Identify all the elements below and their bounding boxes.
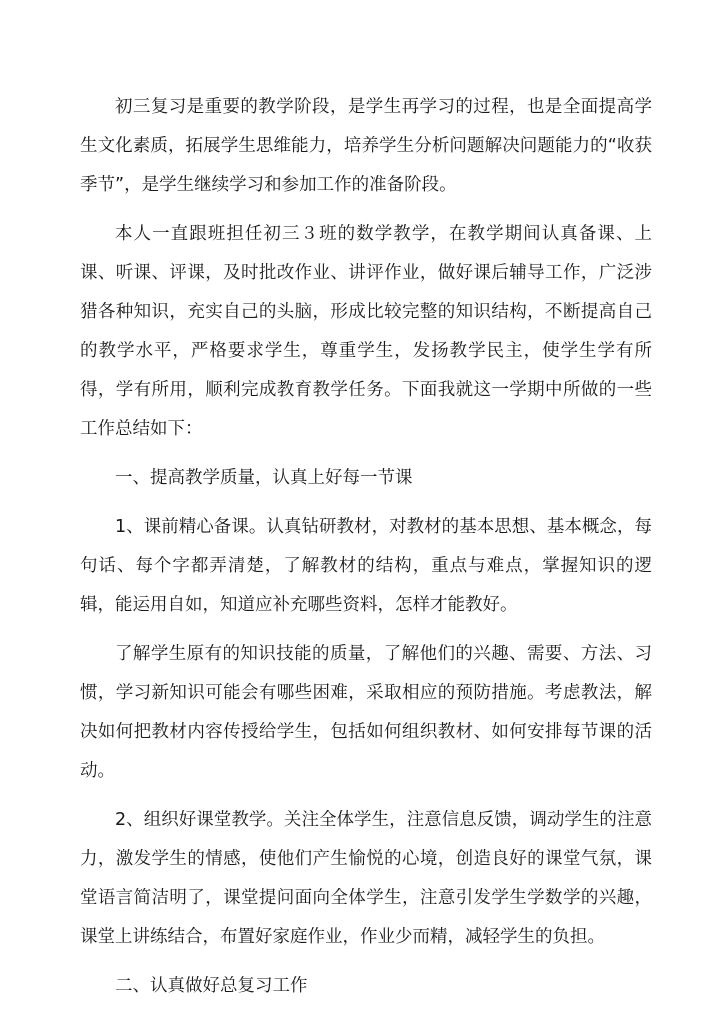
paragraph-student-knowledge: 了解学生原有的知识技能的质量，了解他们的兴趣、需要、方法、习惯，学习新知识可能会有哪些困难，采取相应的预防措施。考虑教法，解决如何把教材内容传授给学生，包括如何组织教材、如何安排每节课的活动。 (80, 644, 652, 781)
section-heading-2: 二、认真做好总复习工作 (115, 976, 308, 996)
paragraph-classroom-teaching: 2、组织好课堂教学。关注全体学生，注意信息反馈，调动学生的注意力，激发学生的情感，使他们产生愉悦的心境，创造良好的课堂气氛，课堂语言简洁明了，课堂提问面向全体学生，注意引发学生学数学的兴趣，课堂上讲练结合，布置好家庭作业，作业少而精，减轻学生的负担。 (80, 810, 652, 947)
paragraph-teaching-overview: 本人一直跟班担任初三３班的数学教学，在教学期间认真备课、上课、听课、评课，及时批改作业、讲评作业，做好课后辅导工作，广泛涉猎各种知识，充实自己的头脑，形成比较完整的知识结构，不断提高自己的教学水平，严格要求学生，尊重学生，发扬教学民主，使学生学有所得，学有所用，顺利完成教育教学任务。下面我就这一学期中所做的一些工作总结如下： (80, 224, 652, 439)
section-heading-1: 一、提高教学质量，认真上好每一节课 (115, 468, 413, 488)
paragraph-intro: 初三复习是重要的教学阶段，是学生再学习的过程，也是全面提高学生文化素质，拓展学生思维能力，培养学生分析问题解决问题能力的“收获季节”，是学生继续学习和参加工作的准备阶段。 (80, 97, 652, 195)
paragraph-lesson-prep: 1、课前精心备课。认真钻研教材，对教材的基本思想、基本概念，每句话、每个字都弄清楚，了解教材的结构，重点与难点，掌握知识的逻辑，能运用自如，知道应补充哪些资料，怎样才能教好。 (80, 517, 652, 615)
document-body (80, 88, 652, 1016)
